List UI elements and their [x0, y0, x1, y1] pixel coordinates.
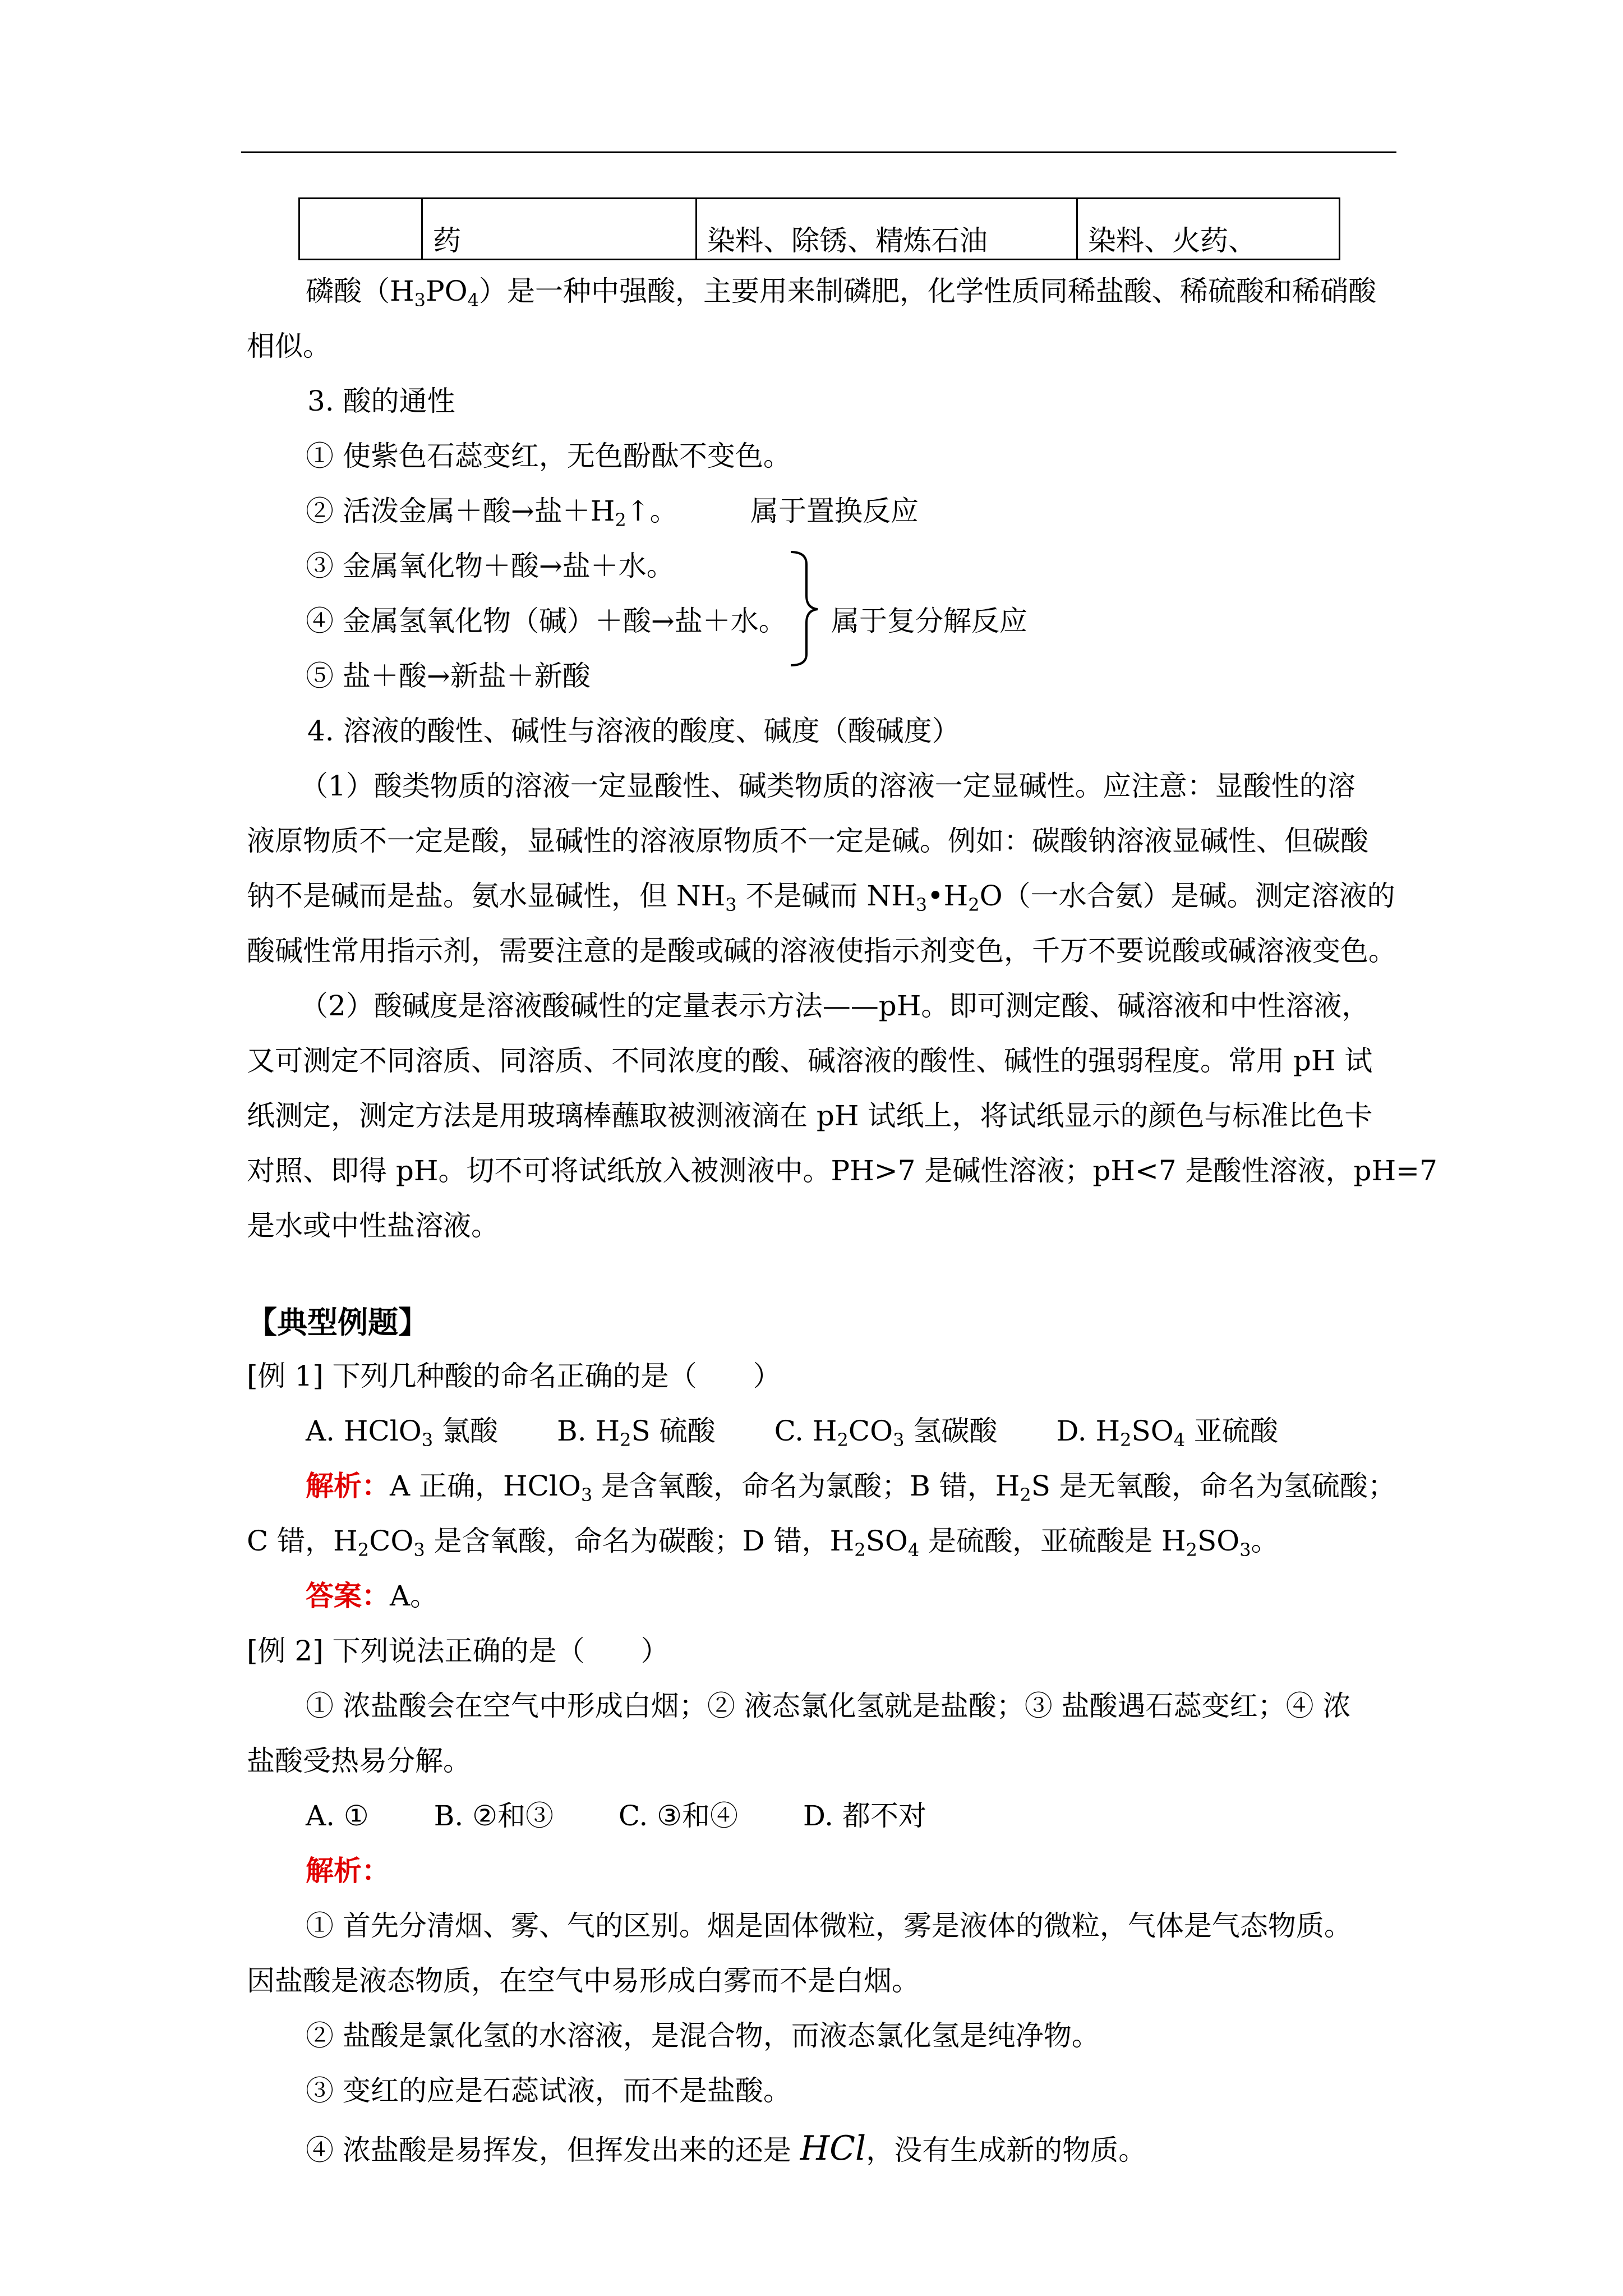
reaction-type-note: 属于置换反应 — [750, 495, 919, 527]
question-stem: 盐酸受热易分解。 — [247, 1745, 471, 1777]
analysis-line: 因盐酸是液态物质，在空气中易形成白雾而不是白烟。 — [247, 1964, 920, 1997]
answer-label: 答案： — [306, 1579, 390, 1612]
table-cell — [299, 199, 422, 260]
paragraph-line: 对照、即得 pH。切不可将试纸放入被测液中。PH>7 是碱性溶液；pH<7 是酸性溶液，pH=7 — [247, 1154, 1437, 1187]
analysis-line: ① 首先分清烟、雾、气的区别。烟是固体微粒，雾是液体的微粒，气体是气态物质。 — [306, 1910, 1352, 1942]
analysis-line: ③ 变红的应是石蕊试液，而不是盐酸。 — [306, 2074, 791, 2107]
example-question: [例 2] 下列说法正确的是（ ） — [247, 1635, 669, 1667]
list-item: ④ 金属氢氧化物（碱）＋酸→盐＋水。 — [306, 605, 787, 637]
paragraph-line: 纸测定，测定方法是用玻璃棒蘸取被测液滴在 pH 试纸上，将试纸显示的颜色与标准比色卡 — [247, 1099, 1373, 1132]
table-row — [299, 199, 1340, 260]
analysis-line: ④ 浓盐酸是易挥发，但挥发出来的还是 HCl，没有生成新的物质。 — [306, 2129, 1147, 2168]
curly-brace-icon — [787, 550, 821, 668]
paragraph-line: 酸碱性常用指示剂，需要注意的是酸或碱的溶液使指示剂变色，千万不要说酸或碱溶液变色。 — [247, 935, 1396, 967]
phosphoric-acid-paragraph: 磷酸$(H_3PO_4)$是一种中强酸，主要用来制磷肥，化学性质同稀盐酸、稀硫酸和稀硝酸 — [306, 275, 1376, 311]
header-rule — [241, 151, 1396, 153]
table-cell: 染料、除锈、精炼石油 — [697, 199, 1077, 260]
list-item: ① 使紫色石蕊变红，无色酚酞不变色。 — [306, 440, 791, 472]
reaction-type-note: 属于复分解反应 — [831, 605, 1027, 637]
list-item: ② 活泼金属＋酸→盐$+H_2↑$。 — [306, 495, 678, 531]
paragraph-line: （2）酸碱度是溶液酸碱性的定量表示方法——pH。即可测定酸、碱溶液和中性溶液， — [300, 990, 1370, 1022]
properties-table — [298, 197, 1340, 260]
analysis-label: 解析： — [306, 1469, 390, 1502]
example-question: [例 1] 下列几种酸的命名正确的是（ ） — [247, 1360, 781, 1392]
list-item: ③ 金属氧化物＋酸→盐＋水。 — [306, 550, 675, 582]
analysis-line: ② 盐酸是氯化氢的水溶液，是混合物，而液态氯化氢是纯净物。 — [306, 2019, 1100, 2052]
paragraph-line: 钠不是碱而是盐。氨水显碱性，但 $NH_3$ 不是碱而 $NH_3•H_2O$（一水合氨）是碱。测定溶液的 — [247, 880, 1395, 915]
analysis-label: 解析： — [306, 1854, 390, 1887]
section-heading-3: 3. 酸的通性 — [307, 385, 455, 417]
section-heading-4: 4. 溶液的酸性、碱性与溶液的酸度、碱度（酸碱度） — [307, 715, 960, 747]
paragraph-line: （1）酸类物质的溶液一定显酸性、碱类物质的溶液一定显碱性。应注意：显酸性的溶 — [300, 770, 1355, 802]
list-item: ⑤ 盐＋酸→新盐＋新酸 — [306, 660, 591, 692]
answer-line: 答案：A。 — [306, 1579, 439, 1612]
table-cell: 染料、火药、 — [1077, 199, 1340, 260]
option-c: C. $H_2CO_3$ 氢碳酸 — [774, 1415, 998, 1451]
paragraph-line: 是水或中性盐溶液。 — [247, 1209, 499, 1242]
option-a: A. HClO$_3$ 氯酸 — [306, 1415, 499, 1451]
option-b: B. $H_2S$ 硫酸 — [557, 1415, 716, 1451]
answer-options — [306, 1415, 1278, 1451]
answer-options: A. ① B. ②和③ C. ③和④ D. 都不对 — [306, 1800, 926, 1832]
paragraph-line: 液原物质不一定是酸，显碱性的溶液原物质不一定是碱。例如：碳酸钠溶液显碱性、但碳酸 — [247, 825, 1368, 857]
section-title: 【典型例题】 — [247, 1304, 428, 1340]
paragraph-line: 又可测定不同溶质、同溶质、不同浓度的酸、碱溶液的酸性、碱性的强弱程度。常用 pH 试 — [247, 1045, 1373, 1077]
hcl-formula: HCl — [800, 2129, 866, 2168]
table-cell: 药 — [422, 199, 697, 260]
question-stem: ① 浓盐酸会在空气中形成白烟；② 液态氯化氢就是盐酸；③ 盐酸遇石蕊变红；④ 浓 — [306, 1690, 1351, 1722]
paragraph-line: 相似。 — [247, 330, 331, 362]
analysis-line: 解析：A 正确，HClO$_3$ 是含氧酸，命名为氯酸；B 错，$H_2S$ 是无氧酸，命名为氢硫酸； — [306, 1469, 1396, 1506]
analysis-line: C 错，$H_2CO_3$ 是含氧酸，命名为碳酸；D 错，$H_2SO_4$ 是硫酸，亚硫酸是 $H_2SO_3$。 — [247, 1525, 1279, 1561]
option-d: D. $H_2SO_4$ 亚硫酸 — [1056, 1415, 1278, 1451]
